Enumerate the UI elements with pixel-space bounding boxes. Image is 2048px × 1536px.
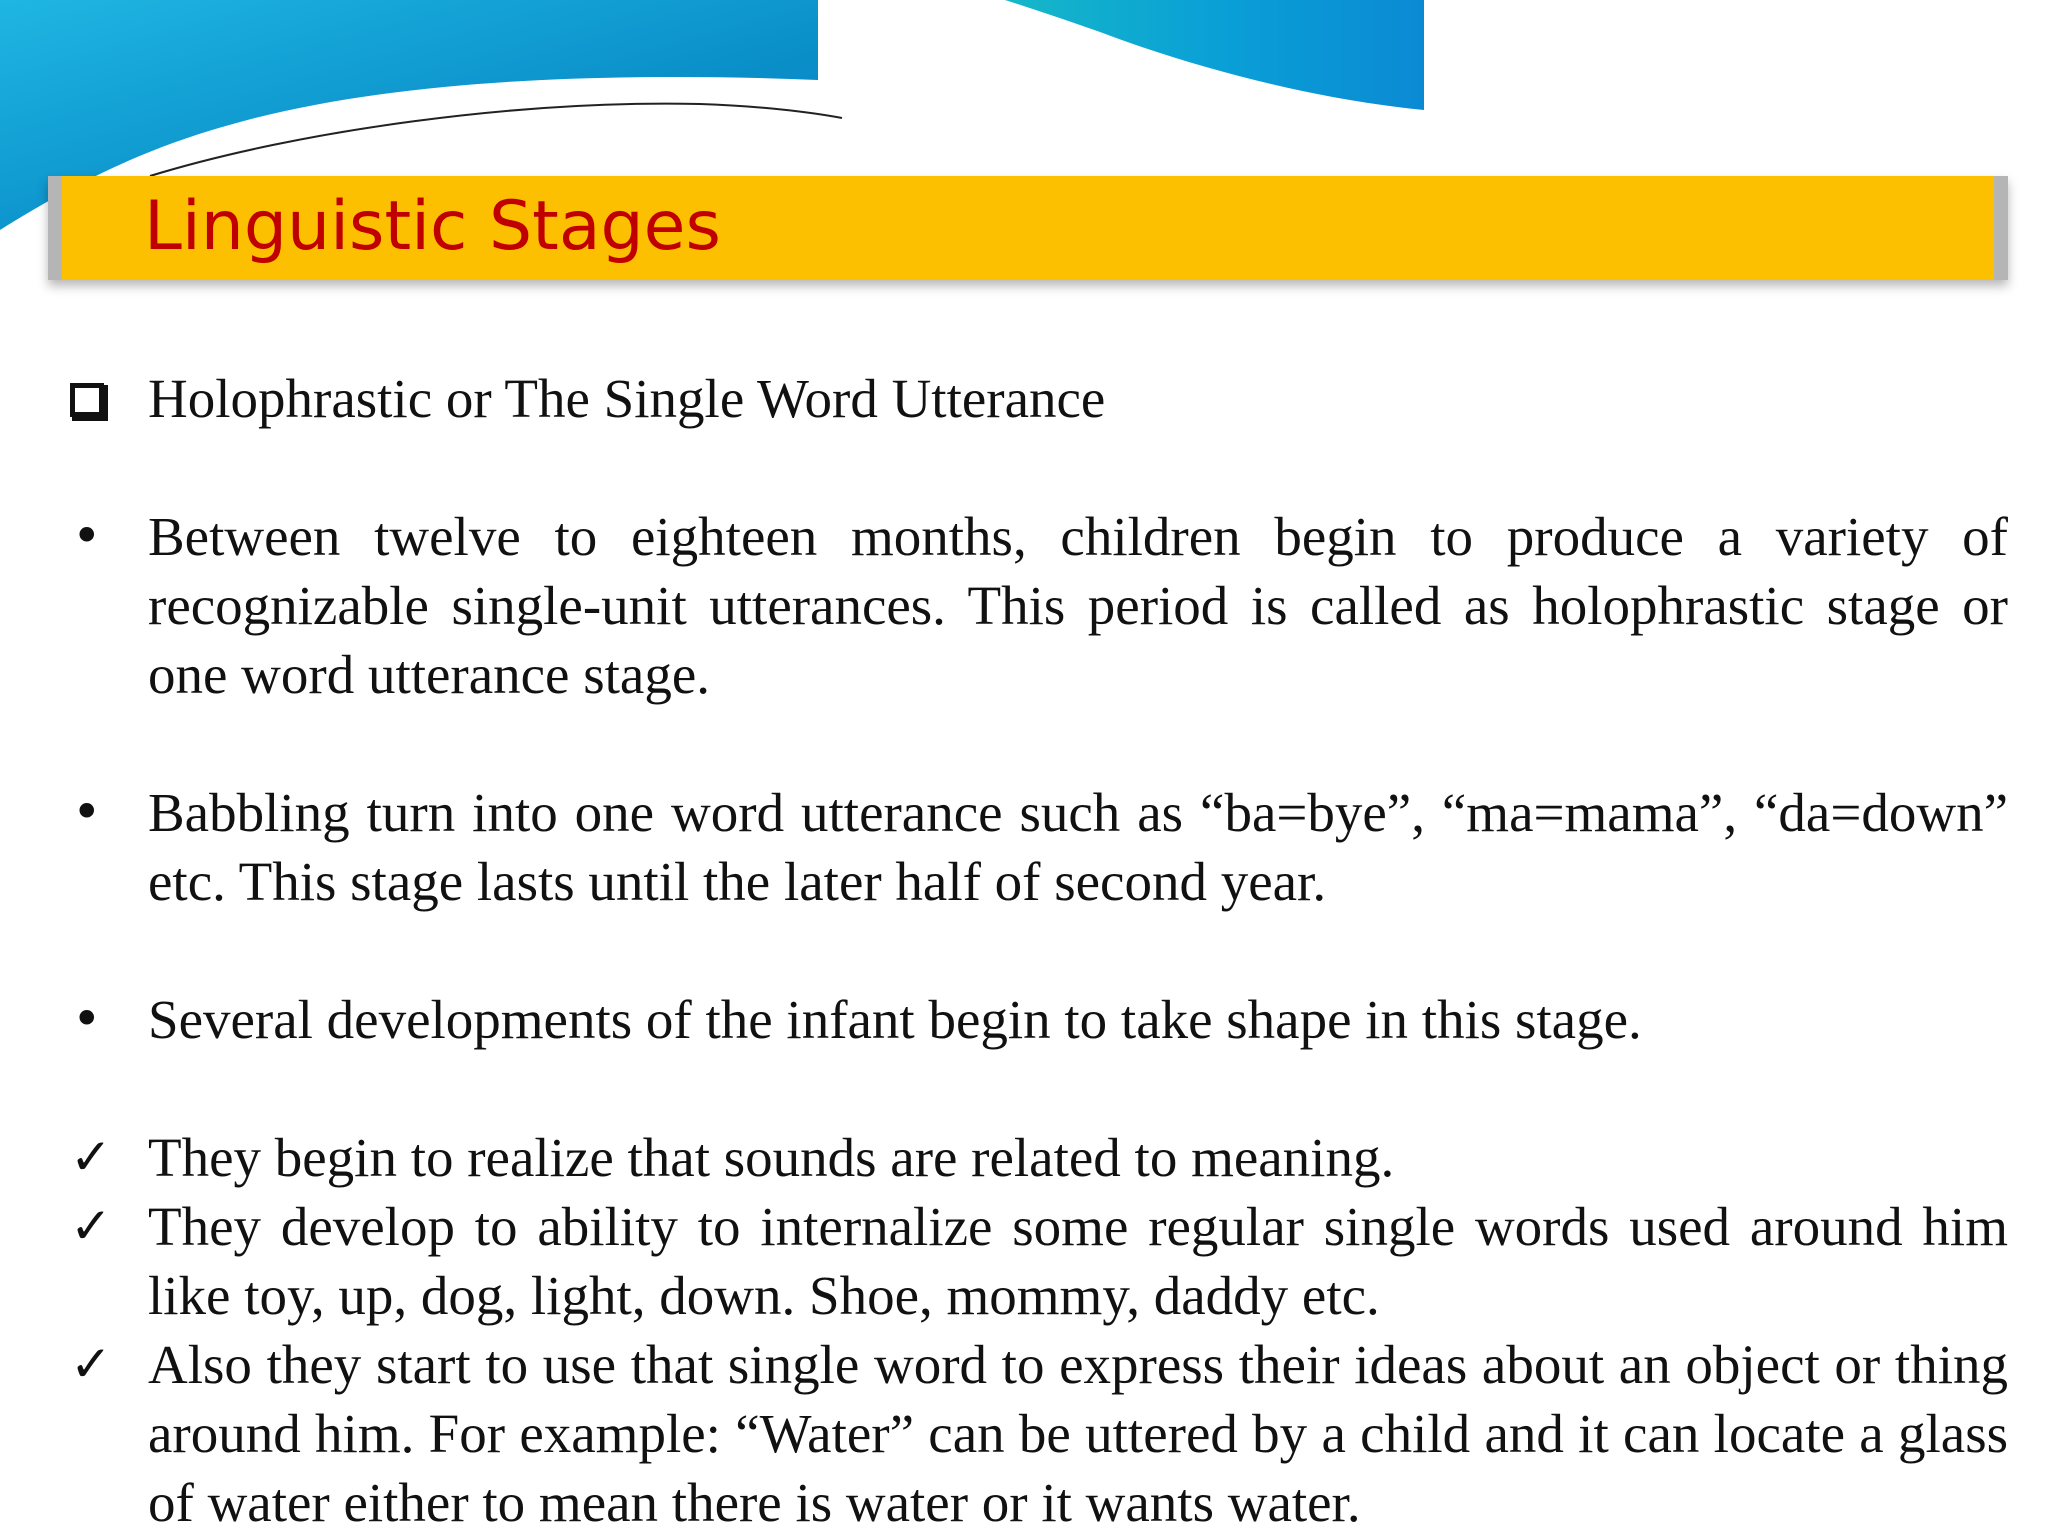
check-item bbox=[70, 1192, 2008, 1330]
bullet-text: Several developments of the infant begin to take shape in this stage. bbox=[148, 989, 1642, 1050]
check-item bbox=[70, 1330, 2008, 1536]
bullet-text: Between twelve to eighteen months, children begin to produce a variety of recognizable single-unit utterances. This period is called as holophrastic stage or one word utterance stage. bbox=[148, 506, 2008, 705]
bullet-item bbox=[70, 985, 2008, 1054]
bullet-item bbox=[70, 502, 2008, 709]
bullet-icon: • bbox=[72, 783, 102, 841]
bullet-text: Babbling turn into one word utterance such as “ba=bye”, “ma=mama”, “da=down” etc. This stage lasts until the later half of second year. bbox=[148, 782, 2008, 912]
check-text: Also they start to use that single word to express their ideas about an object or thing around him. For example: “Water” can be uttered by a child and it can locate a glass of water either to mean there is water or it wants water. bbox=[148, 1334, 2008, 1533]
section-heading-text: Holophrastic or The Single Word Utterance bbox=[148, 368, 1106, 429]
bullet-icon: • bbox=[72, 990, 102, 1048]
bullet-item bbox=[70, 778, 2008, 916]
check-text: They develop to ability to internalize some regular single words used around him like toy, up, dog, light, down. Shoe, mommy, daddy etc. bbox=[148, 1196, 2008, 1326]
check-text: They begin to realize that sounds are related to meaning. bbox=[148, 1127, 1395, 1188]
checkbox-icon bbox=[70, 364, 130, 433]
checkmark-icon: ✓ bbox=[70, 1128, 112, 1186]
slide-content bbox=[70, 364, 2008, 1536]
checkmark-icon: ✓ bbox=[70, 1197, 112, 1255]
checkmark-icon: ✓ bbox=[70, 1335, 112, 1393]
title-bar bbox=[48, 176, 2008, 280]
bullet-icon: • bbox=[72, 507, 102, 565]
section-heading bbox=[70, 364, 2008, 433]
check-item bbox=[70, 1123, 2008, 1192]
slide-title: Linguistic Stages bbox=[144, 187, 721, 266]
